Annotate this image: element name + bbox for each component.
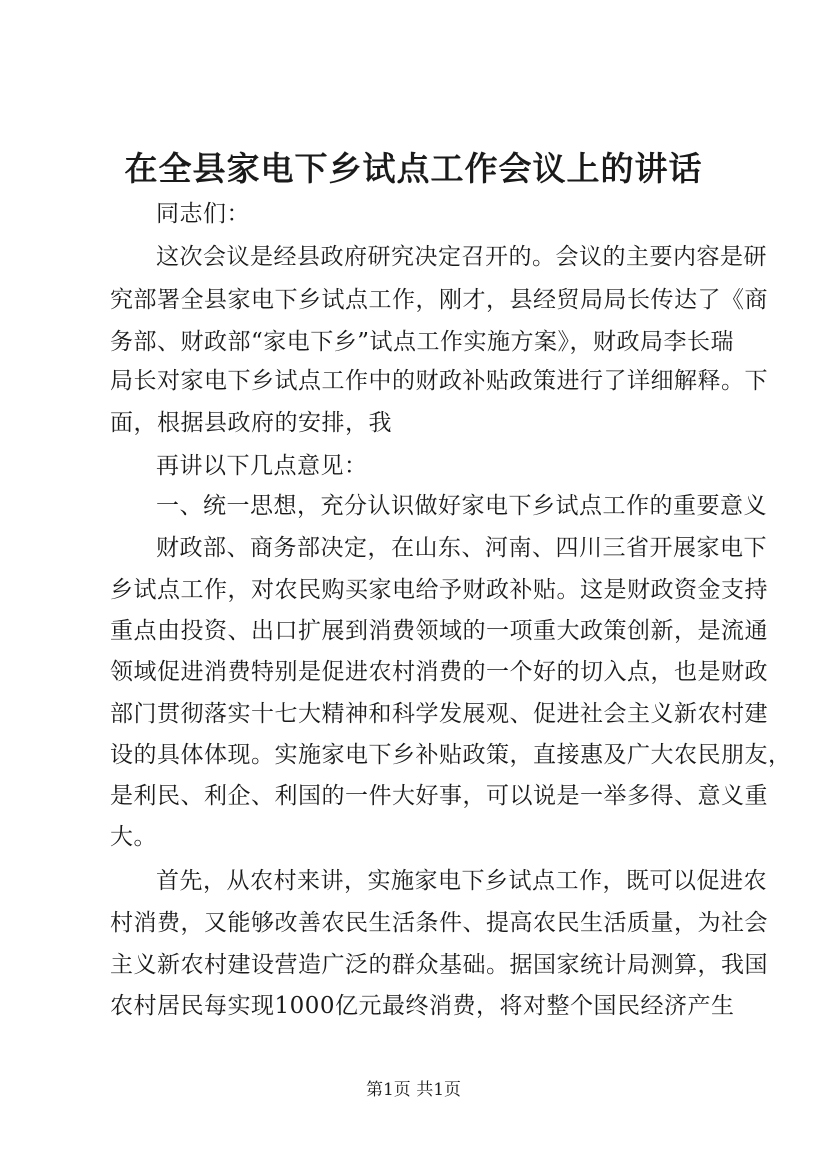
document-title: 在全县家电下乡试点工作会议上的讲话 xyxy=(124,149,703,188)
paragraph-line: 首先，从农村来讲，实施家电下乡试点工作，既可以促进农 xyxy=(156,868,767,894)
paragraph-line: 这次会议是经县政府研究决定召开的。会议的主要内容是研 xyxy=(156,244,767,270)
paragraph-line: 面，根据县政府的安排，我 xyxy=(110,410,392,436)
paragraph-line: 部门贯彻落实十七大精神和科学发展观、促进社会主义新农村建 xyxy=(110,701,768,727)
paragraph-line: 财政部、商务部决定，在山东、河南、四川三省开展家电下 xyxy=(156,535,767,561)
paragraph-line: 农村居民每实现1000亿元最终消费，将对整个国民经济产生 xyxy=(110,993,735,1019)
paragraph-line: 主义新农村建设营造广泛的群众基础。据国家统计局测算，我国 xyxy=(110,952,768,978)
paragraph-line: 究部署全县家电下乡试点工作，刚才，县经贸局局长传达了《商 xyxy=(110,287,768,313)
paragraph-line: 局长对家电下乡试点工作中的财政补贴政策进行了详细解释。下 xyxy=(110,368,768,394)
paragraph-line: 重点由投资、出口扩展到消费领域的一项重大政策创新，是流通 xyxy=(110,618,768,644)
paragraph-line: 领域促进消费特别是促进农村消费的一个好的切入点，也是财政 xyxy=(110,659,768,685)
section-heading: 一、统一思想，充分认识做好家电下乡试点工作的重要意义 xyxy=(156,493,767,519)
page-number: 第1页 共1页 xyxy=(365,1080,462,1100)
paragraph-line: 乡试点工作，对农民购买家电给予财政补贴。这是财政资金支持 xyxy=(110,577,768,603)
paragraph-line: 设的具体体现。实施家电下乡补贴政策，直接惠及广大农民朋友， xyxy=(110,742,792,768)
paragraph-line: 再讲以下几点意见： xyxy=(156,453,368,479)
salutation: 同志们： xyxy=(156,201,250,227)
paragraph-line: 务部、财政部“家电下乡”试点工作实施方案》，财政局李长瑞 xyxy=(110,329,735,355)
paragraph-line: 村消费，又能够改善农民生活条件、提高农民生活质量，为社会 xyxy=(110,910,768,936)
paragraph-line: 是利民、利企、利国的一件大好事，可以说是一举多得、意义重 xyxy=(110,783,768,809)
paragraph-line: 大。 xyxy=(110,824,157,850)
